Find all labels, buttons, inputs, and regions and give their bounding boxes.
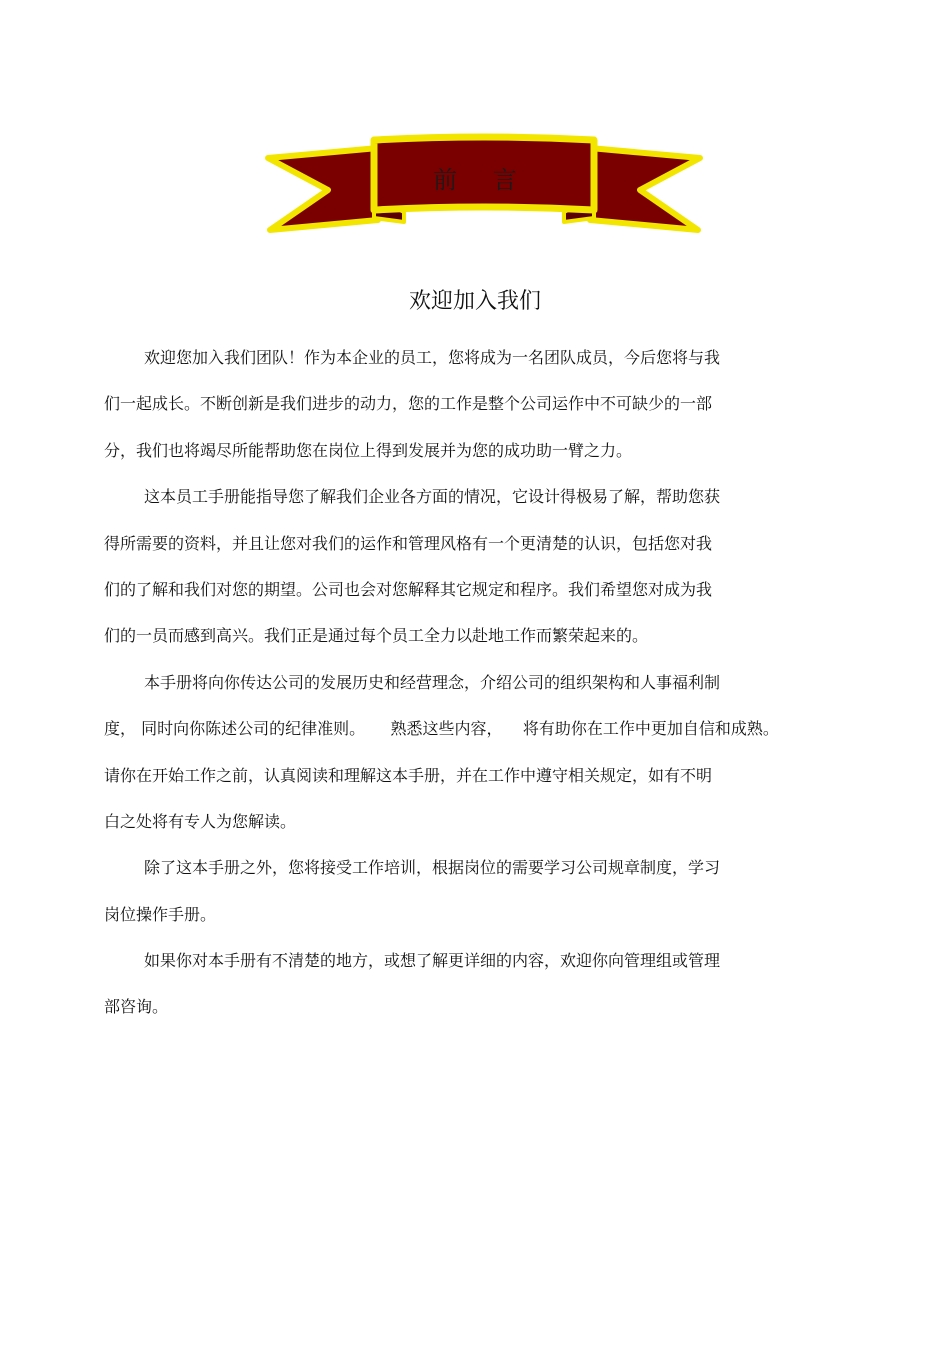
text-line: 欢迎您加入我们团队！作为本企业的员工，您将成为一名团队成员，今后您将与我 [144, 348, 721, 367]
text-line: 这本员工手册能指导您了解我们企业各方面的情况，它设计得极易了解，帮助您获 [144, 487, 721, 507]
paragraph [104, 943, 824, 1036]
paragraph [104, 850, 824, 943]
text-line: 白之处将有专人为您解读。 [104, 811, 297, 831]
text-line: 度， 同时向你陈述公司的纪律准则。 熟悉这些内容， 将有助你在工作中更加自信和成熟。 [104, 719, 779, 739]
paragraph [104, 665, 824, 851]
banner-title: 前 言 [433, 166, 531, 194]
text-line: 得所需要的资料，并且让您对我们的运作和管理风格有一个更清楚的认识，包括您对我 [104, 533, 713, 553]
text-line: 们的一员而感到高兴。我们正是通过每个员工全力以赴地工作而繁荣起来的。 [104, 626, 649, 646]
text-line: 请你在开始工作之前，认真阅读和理解这本手册，并在工作中遵守相关规定，如有不明 [104, 765, 713, 785]
text-line: 如果你对本手册有不清楚的地方，或想了解更详细的内容，欢迎你向管理组或管理 [144, 951, 721, 971]
paragraph [104, 340, 824, 479]
text-line: 部咨询。 [104, 997, 169, 1017]
paragraph [104, 479, 824, 665]
text-line: 们一起成长。不断创新是我们进步的动力，您的工作是整个公司运作中不可缺少的一部 [104, 394, 713, 414]
text-line: 分，我们也将竭尽所能帮助您在岗位上得到发展并为您的成功助一臂之力。 [104, 440, 633, 460]
text-line: 们的了解和我们对您的期望。公司也会对您解释其它规定和程序。我们希望您对成为我 [104, 579, 713, 599]
body-text [104, 340, 824, 1036]
text-line: 本手册将向你传达公司的发展历史和经营理念，介绍公司的组织架构和人事福利制 [144, 672, 721, 692]
page-heading: 欢迎加入我们 [408, 289, 541, 314]
text-line: 岗位操作手册。 [104, 904, 217, 924]
text-line: 除了这本手册之外，您将接受工作培训，根据岗位的需要学习公司规章制度，学习 [144, 858, 721, 878]
